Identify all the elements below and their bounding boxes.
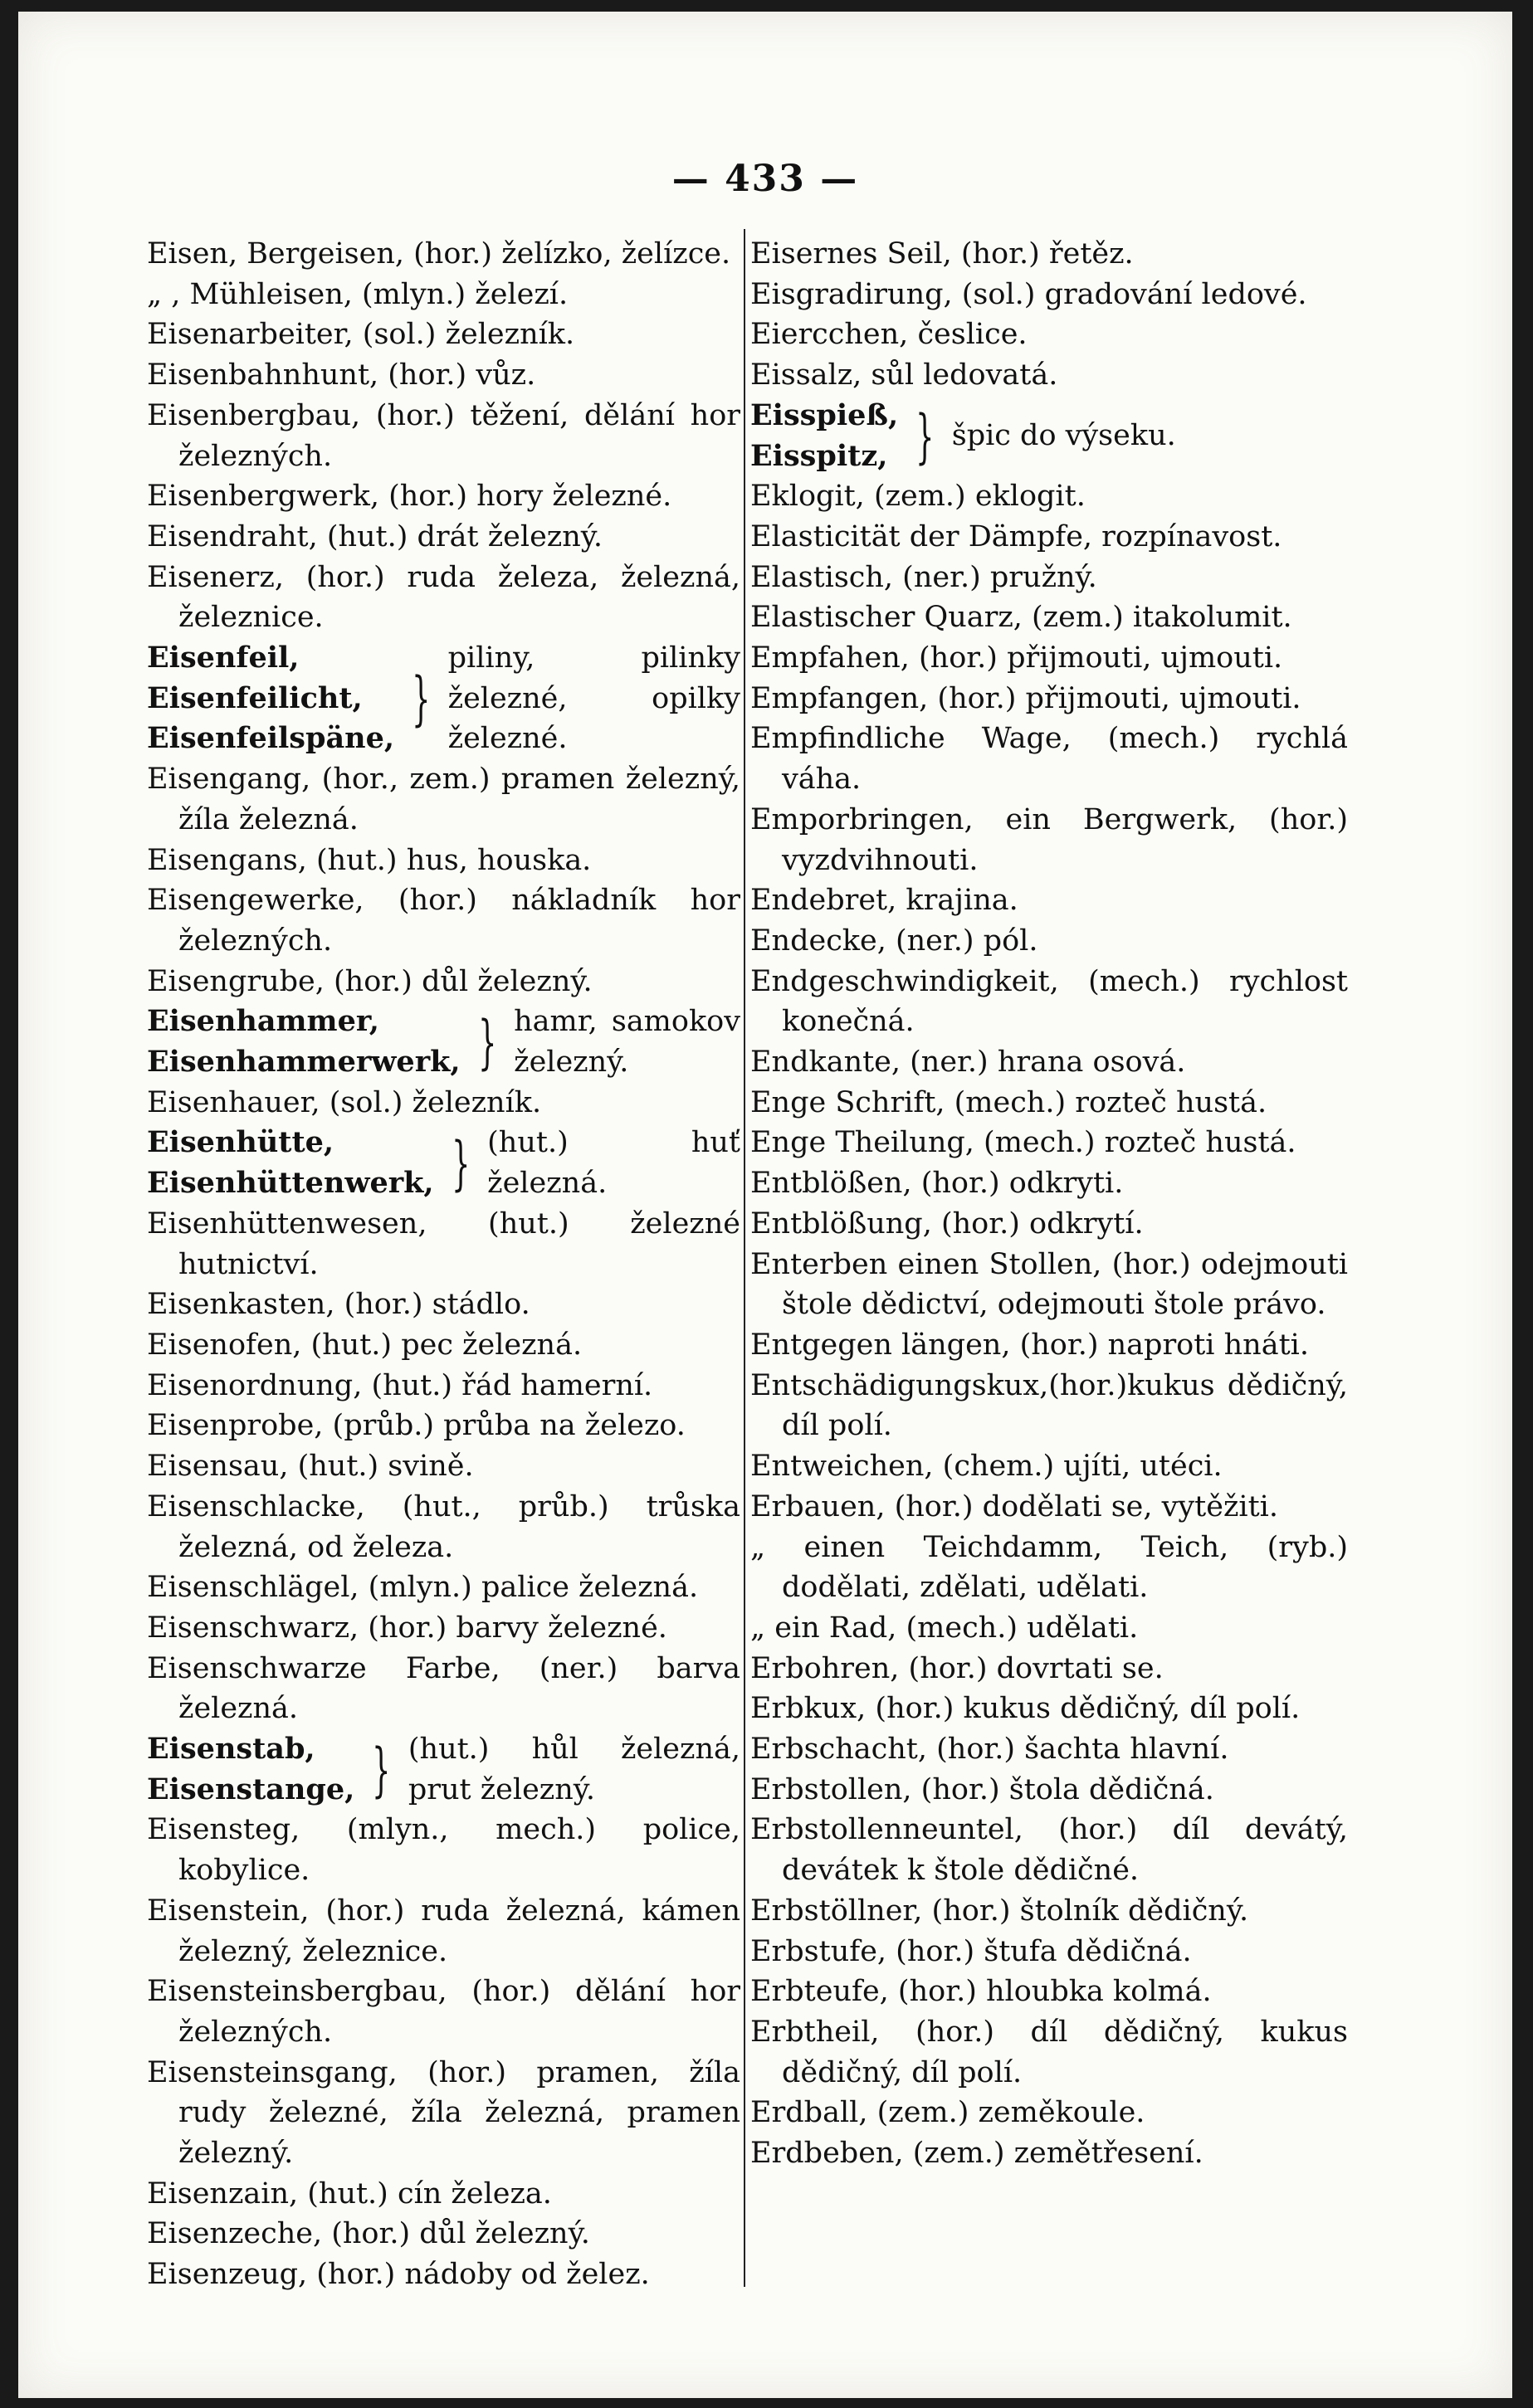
dictionary-entry: Eisenstein, (hor.) ruda železná, kámen železný, železnice. — [147, 1894, 740, 1968]
dictionary-entry: Entschädigungskux,(hor.)kukus dědičný, díl polí. — [750, 1368, 1348, 1443]
dictionary-entry: Elastischer Quarz, (zem.) itakolumit. — [750, 601, 1292, 635]
brace-mark: } — [477, 1008, 496, 1077]
right-column — [750, 234, 1348, 2174]
dictionary-entry: Eisensteg, (mlyn., mech.) police, kobylice. — [147, 1813, 740, 1888]
dictionary-entry: Eiercchen, česlice. — [750, 318, 1028, 352]
dictionary-entry: Erbschacht, (hor.) šachta hlavní. — [750, 1733, 1229, 1767]
dictionary-entry: Eisenbergbau, (hor.) těžení, dělání hor železných. — [147, 398, 740, 473]
dictionary-entry: Enterben einen Stollen, (hor.) odejmouti štole dědictví, odejmouti štole právo. — [750, 1247, 1348, 1322]
brace-mark: } — [372, 1735, 391, 1804]
column-divider — [744, 229, 745, 2287]
dictionary-entry: Eisenerz, (hor.) ruda železa, železná, železnice. — [147, 560, 740, 635]
dictionary-entry: Eisendraht, (hut.) drát železný. — [147, 519, 603, 553]
dictionary-entry: Eisensteinsbergbau, (hor.) dělání hor železných. — [147, 1975, 740, 2049]
page-number: — 433 — — [671, 158, 859, 200]
dictionary-entry: „ ein Rad, (mech.) udělati. — [750, 1611, 1139, 1645]
dictionary-entry: Eisenordnung, (hut.) řád hamerní. — [147, 1368, 653, 1402]
entry-group — [750, 396, 1348, 476]
dictionary-entry: Eisengewerke, (hor.) nákladník hor železných. — [147, 884, 740, 958]
dictionary-entry: Eisenzeug, (hor.) nádoby od želez. — [147, 2258, 650, 2292]
entry-gloss: (hut.) hůl železná, prut železný. — [408, 1733, 740, 1806]
dictionary-entry: Empfangen, (hor.) přijmouti, ujmouti. — [750, 681, 1301, 715]
dictionary-entry: Eisenbergwerk, (hor.) hory železné. — [147, 480, 672, 514]
dictionary-entry: Eisensau, (hut.) svině. — [147, 1450, 474, 1484]
dictionary-entry: „ einen Teichdamm, Teich, (ryb.) dodělati, zdělati, udělati. — [750, 1530, 1348, 1605]
dictionary-page — [18, 12, 1512, 2398]
dictionary-entry: Erbauen, (hor.) dodělati se, vytěžiti. — [750, 1489, 1278, 1523]
dictionary-entry: Eisenhauer, (sol.) železník. — [147, 1085, 542, 1119]
entry-headword: Eisenfeilicht, — [147, 680, 363, 715]
dictionary-entry: Erbtheil, (hor.) díl dědičný, kukus dědičný, díl polí. — [750, 2015, 1348, 2089]
dictionary-entry: Eisenzeche, (hor.) důl železný. — [147, 2217, 590, 2251]
dictionary-entry: Eklogit, (zem.) eklogit. — [750, 480, 1086, 514]
entry-headword: Eisenhammer, — [147, 1004, 379, 1039]
entry-headword: Eisenhammerwerk, — [147, 1045, 461, 1080]
dictionary-entry: Endkante, (ner.) hrana osová. — [750, 1046, 1186, 1080]
dictionary-entry: Eissalz, sůl ledovatá. — [750, 358, 1058, 392]
dictionary-entry: Eisenkasten, (hor.) stádlo. — [147, 1288, 530, 1322]
entry-group — [147, 1002, 740, 1082]
dictionary-entry: Erbstöllner, (hor.) štolník dědičný. — [750, 1894, 1249, 1928]
dictionary-entry: Eisenzain, (hut.) cín železa. — [147, 2176, 552, 2211]
dictionary-entry: Eisenhüttenwesen, (hut.) železné hutnictví. — [147, 1206, 740, 1281]
entry-headword: Eisenfeil, — [147, 641, 300, 675]
dictionary-entry: Entweichen, (chem.) ujíti, utéci. — [750, 1450, 1223, 1484]
entry-headword: Eisenhüttenwerk, — [147, 1166, 434, 1201]
entry-headword: Eisenfeilspäne, — [147, 721, 395, 756]
left-column — [147, 234, 740, 2295]
dictionary-entry: Eisenschlägel, (mlyn.) palice železná. — [147, 1571, 699, 1605]
entry-group — [147, 1123, 740, 1203]
dictionary-entry: Eisenprobe, (průb.) průba na železo. — [147, 1409, 686, 1443]
entry-headword: Eisenstab, — [147, 1732, 315, 1767]
dictionary-entry: Eisenofen, (hut.) pec železná. — [147, 1328, 583, 1362]
dictionary-entry: Elastisch, (ner.) pružný. — [750, 560, 1097, 594]
dictionary-entry: „ , Mühleisen, (mlyn.) železí. — [147, 277, 569, 311]
dictionary-entry: Erbkux, (hor.) kukus dědičný, díl polí. — [750, 1692, 1301, 1726]
dictionary-entry: Erbstollenneuntel, (hor.) díl devátý, devátek k štole dědičné. — [750, 1813, 1348, 1888]
dictionary-entry: Erdbeben, (zem.) zemětřesení. — [750, 2137, 1203, 2171]
dictionary-entry: Entblößung, (hor.) odkrytí. — [750, 1206, 1144, 1241]
dictionary-entry: Entblößen, (hor.) odkryti. — [750, 1167, 1124, 1201]
entry-headword: Eisspitz, — [750, 438, 888, 473]
dictionary-entry: Endgeschwindigkeit, (mech.) rychlost konečná. — [750, 964, 1348, 1039]
dictionary-entry: Erbteufe, (hor.) hloubka kolmá. — [750, 1975, 1212, 2009]
dictionary-entry: Erdball, (zem.) zeměkoule. — [750, 2096, 1145, 2130]
dictionary-entry: Elasticität der Dämpfe, rozpínavost. — [750, 519, 1282, 553]
dictionary-entry: Empfindliche Wage, (mech.) rychlá váha. — [750, 722, 1348, 797]
entry-gloss: (hut.) huť železná. — [487, 1126, 740, 1201]
entry-headword: Eisenhütte, — [147, 1125, 334, 1160]
dictionary-entry: Enge Schrift, (mech.) rozteč hustá. — [750, 1085, 1267, 1119]
entry-headword: Eisenstange, — [147, 1772, 355, 1806]
dictionary-entry: Eisengang, (hor., zem.) pramen železný, žíla železná. — [147, 763, 740, 836]
entry-gloss: špic do výseku. — [951, 419, 1176, 453]
dictionary-entry: Eisenschlacke, (hut., průb.) trůska železná, od železa. — [147, 1489, 740, 1564]
dictionary-entry: Eisgradirung, (sol.) gradování ledové. — [750, 277, 1307, 311]
dictionary-entry: Eisenbahnhunt, (hor.) vůz. — [147, 358, 536, 392]
dictionary-entry: Eisen, Bergeisen, (hor.) želízko, želízce. — [147, 237, 731, 271]
brace-mark: } — [915, 402, 935, 470]
dictionary-entry: Eisenschwarze Farbe, (ner.) barva železná. — [147, 1651, 740, 1726]
dictionary-entry: Erbstufe, (hor.) štufa dědičná. — [750, 1934, 1192, 1968]
dictionary-entry: Enge Theilung, (mech.) rozteč hustá. — [750, 1126, 1296, 1160]
entry-gloss: hamr, samokov železný. — [514, 1005, 740, 1080]
dictionary-entry: Entgegen längen, (hor.) naproti hnáti. — [750, 1328, 1309, 1362]
dictionary-entry: Eisenschwarz, (hor.) barvy železné. — [147, 1611, 667, 1645]
dictionary-entry: Erbstollen, (hor.) štola dědičná. — [750, 1772, 1214, 1806]
dictionary-entry: Erbohren, (hor.) dovrtati se. — [750, 1651, 1164, 1685]
dictionary-entry: Eisengans, (hut.) hus, houska. — [147, 843, 592, 877]
brace-mark: } — [451, 1129, 471, 1198]
entry-group — [147, 1729, 740, 1810]
dictionary-entry: Empfahen, (hor.) přijmouti, ujmouti. — [750, 641, 1283, 675]
dictionary-entry: Eisengrube, (hor.) důl železný. — [147, 964, 593, 998]
brace-mark: } — [412, 665, 431, 734]
dictionary-entry: Eisenarbeiter, (sol.) železník. — [147, 318, 575, 352]
dictionary-entry: Eisernes Seil, (hor.) řetěz. — [750, 237, 1134, 271]
dictionary-entry: Endebret, krajina. — [750, 884, 1018, 918]
entry-gloss: piliny, pilinky železné, opilky železné. — [447, 641, 740, 756]
dictionary-entry: Endecke, (ner.) pól. — [750, 924, 1038, 958]
entry-group — [147, 638, 740, 759]
dictionary-entry: Emporbringen, ein Bergwerk, (hor.) vyzdvihnouti. — [750, 802, 1348, 877]
entry-headword: Eisspieß, — [750, 397, 899, 432]
dictionary-entry: Eisensteinsgang, (hor.) pramen, žíla rudy železné, žíla železná, pramen železný. — [147, 2055, 740, 2171]
